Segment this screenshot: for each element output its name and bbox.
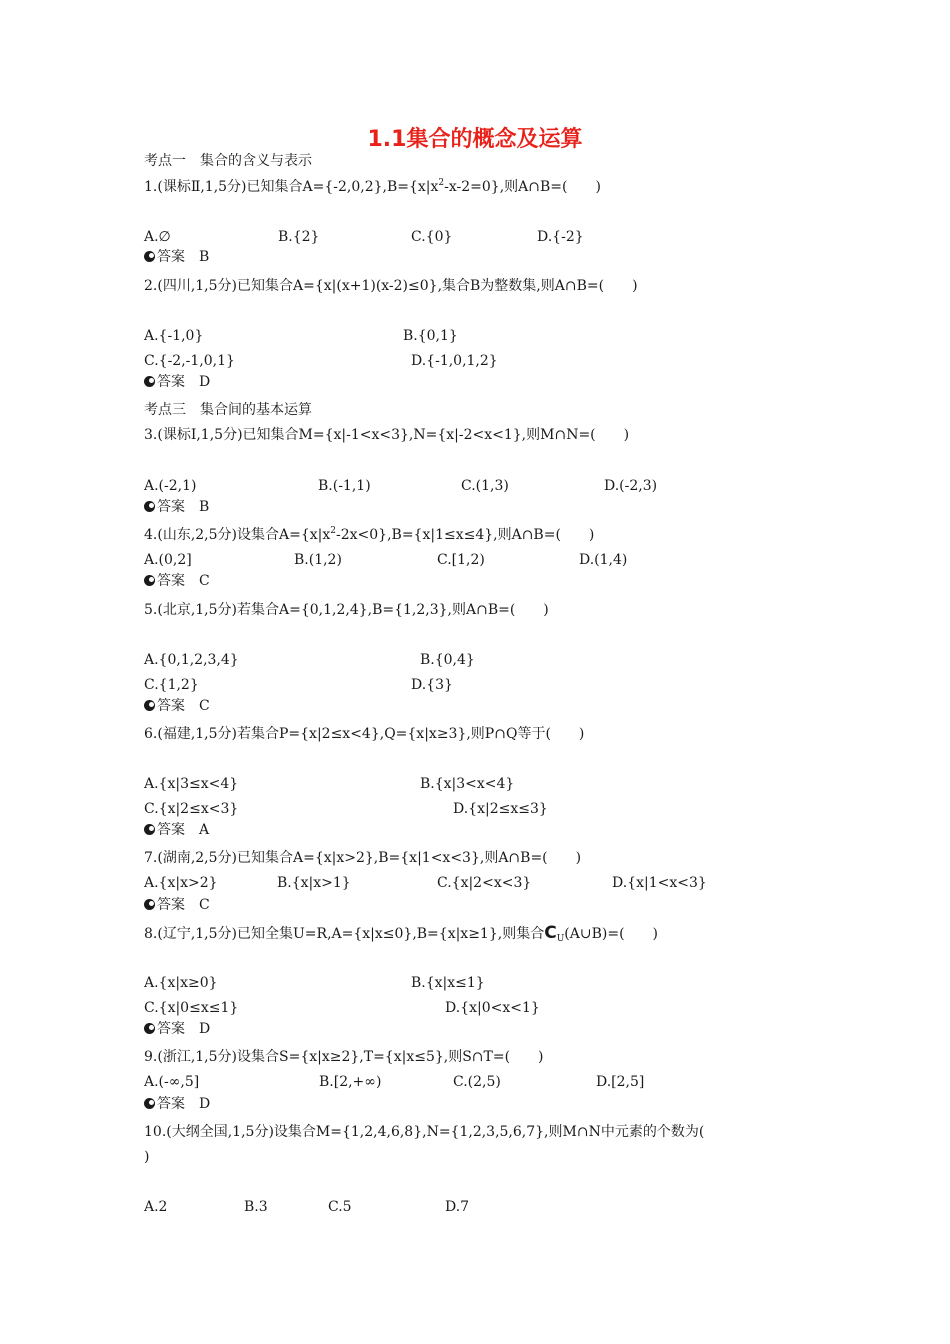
complement-symbol: C xyxy=(544,923,557,943)
q2-option-a: A.{-1,0} xyxy=(144,328,204,344)
q9-option-a: A.(-∞,5] xyxy=(144,1074,200,1090)
answer-icon xyxy=(144,1098,155,1109)
answer-icon xyxy=(144,501,155,512)
q9-answer: 答案 D xyxy=(144,1095,210,1113)
question-7-stem: 7.(湖南,2,5分)已知集合A={x|x>2},B={x|1<x<3},则A∩B=( ) xyxy=(144,850,582,866)
q7-answer: 答案 C xyxy=(144,896,210,914)
q10-option-b: B.3 xyxy=(244,1199,268,1215)
q6-option-a: A.{x|3≤x<4} xyxy=(144,776,239,792)
q5-answer: 答案 C xyxy=(144,697,210,715)
q8-option-b: B.{x|x≤1} xyxy=(411,975,485,991)
q6-option-d: D.{x|2≤x≤3} xyxy=(453,801,548,817)
q8-answer: 答案 D xyxy=(144,1020,210,1038)
q4-option-b: B.(1,2) xyxy=(294,552,342,568)
q6-answer: 答案 A xyxy=(144,821,209,839)
question-1-stem: 1.(课标Ⅱ,1,5分)已知集合$A=\{-2,0,2\},B=\{x|x^2-x-2=0\}$,则A∩B=( ) xyxy=(144,178,601,195)
section-heading: 考点一 集合的含义与表示 xyxy=(144,153,312,169)
q5-option-d: D.{3} xyxy=(411,677,453,693)
answer-icon xyxy=(144,700,155,711)
q2-option-c: C.{-2,-1,0,1} xyxy=(144,353,235,369)
question-5-stem: 5.(北京,1,5分)若集合A={0,1,2,4},B={1,2,3},则A∩B=( ) xyxy=(144,602,549,618)
q7-option-b: B.{x|x>1} xyxy=(277,875,351,891)
question-6-stem: 6.(福建,1,5分)若集合P={x|2≤x<4},Q={x|x≥3},则P∩Q等于( ) xyxy=(144,726,585,742)
q3-answer: 答案 B xyxy=(144,498,209,516)
answer-icon xyxy=(144,251,155,262)
q7-option-c: C.{x|2<x<3} xyxy=(437,875,532,891)
question-10-stem-cont: ) xyxy=(144,1149,150,1165)
question-4-stem: 4.(山东,2,5分)设集合$A=\{x|x^2-2x<0\},B=\{x|1\le x\le 4\}$,则A∩B=( ) xyxy=(144,526,595,543)
section-heading: 考点三 集合间的基本运算 xyxy=(144,402,312,418)
q4-option-d: D.(1,4) xyxy=(579,552,628,568)
answer-icon xyxy=(144,1023,155,1034)
q1-option-a: A.∅ xyxy=(144,229,171,245)
q7-option-a: A.{x|x>2} xyxy=(144,875,218,891)
q3-option-c: C.(1,3) xyxy=(461,478,509,494)
q2-option-b: B.{0,1} xyxy=(403,328,458,344)
answer-icon xyxy=(144,575,155,586)
question-8-stem: 8.(辽宁,1,5分)已知全集U=R,A={x|x≤0},B={x|x≥1},则集合$C_U(A\cup B)=$( ) xyxy=(144,923,658,944)
q9-option-c: C.(2,5) xyxy=(453,1074,501,1090)
page-title: 1.1集合的概念及运算 xyxy=(367,127,583,152)
q4-answer: 答案 C xyxy=(144,572,210,590)
q9-option-d: D.[2,5] xyxy=(596,1074,645,1090)
q5-option-b: B.{0,4} xyxy=(420,652,475,668)
q4-option-a: A.(0,2] xyxy=(144,552,192,568)
q3-option-a: A.(-2,1) xyxy=(144,478,197,494)
question-3-stem: 3.(课标Ⅰ,1,5分)已知集合M={x|-1<x<3},N={x|-2<x<1},则M∩N=( ) xyxy=(144,427,630,443)
q10-option-c: C.5 xyxy=(328,1199,352,1215)
q2-answer: 答案 D xyxy=(144,373,210,391)
q4-option-c: C.[1,2) xyxy=(437,552,485,568)
q3-option-b: B.(-1,1) xyxy=(318,478,371,494)
q1-answer: 答案 B xyxy=(144,248,209,266)
question-2-stem: 2.(四川,1,5分)已知集合A={x|(x+1)(x-2)≤0},集合B为整数集,则A∩B=( ) xyxy=(144,278,638,294)
q7-option-d: D.{x|1<x<3} xyxy=(612,875,707,891)
q1-option-b: B.{2} xyxy=(278,229,320,245)
q9-option-b: B.[2,+∞) xyxy=(319,1074,382,1090)
q3-option-d: D.(-2,3) xyxy=(604,478,658,494)
q1-option-d: D.{-2} xyxy=(537,229,584,245)
q6-option-c: C.{x|2≤x<3} xyxy=(144,801,239,817)
q6-option-b: B.{x|3<x<4} xyxy=(420,776,515,792)
q5-option-a: A.{0,1,2,3,4} xyxy=(144,652,239,668)
q1-option-c: C.{0} xyxy=(411,229,453,245)
answer-icon xyxy=(144,824,155,835)
q10-option-d: D.7 xyxy=(445,1199,470,1215)
q10-option-a: A.2 xyxy=(144,1199,168,1215)
q8-option-d: D.{x|0<x<1} xyxy=(445,1000,540,1016)
answer-icon xyxy=(144,899,155,910)
q5-option-c: C.{1,2} xyxy=(144,677,199,693)
answer-icon xyxy=(144,376,155,387)
question-10-stem: 10.(大纲全国,1,5分)设集合M={1,2,4,6,8},N={1,2,3,5,6,7},则M∩N中元素的个数为( xyxy=(144,1124,705,1140)
q8-option-a: A.{x|x≥0} xyxy=(144,975,218,991)
q8-option-c: C.{x|0≤x≤1} xyxy=(144,1000,239,1016)
q2-option-d: D.{-1,0,1,2} xyxy=(411,353,498,369)
question-9-stem: 9.(浙江,1,5分)设集合S={x|x≥2},T={x|x≤5},则S∩T=( ) xyxy=(144,1049,544,1065)
